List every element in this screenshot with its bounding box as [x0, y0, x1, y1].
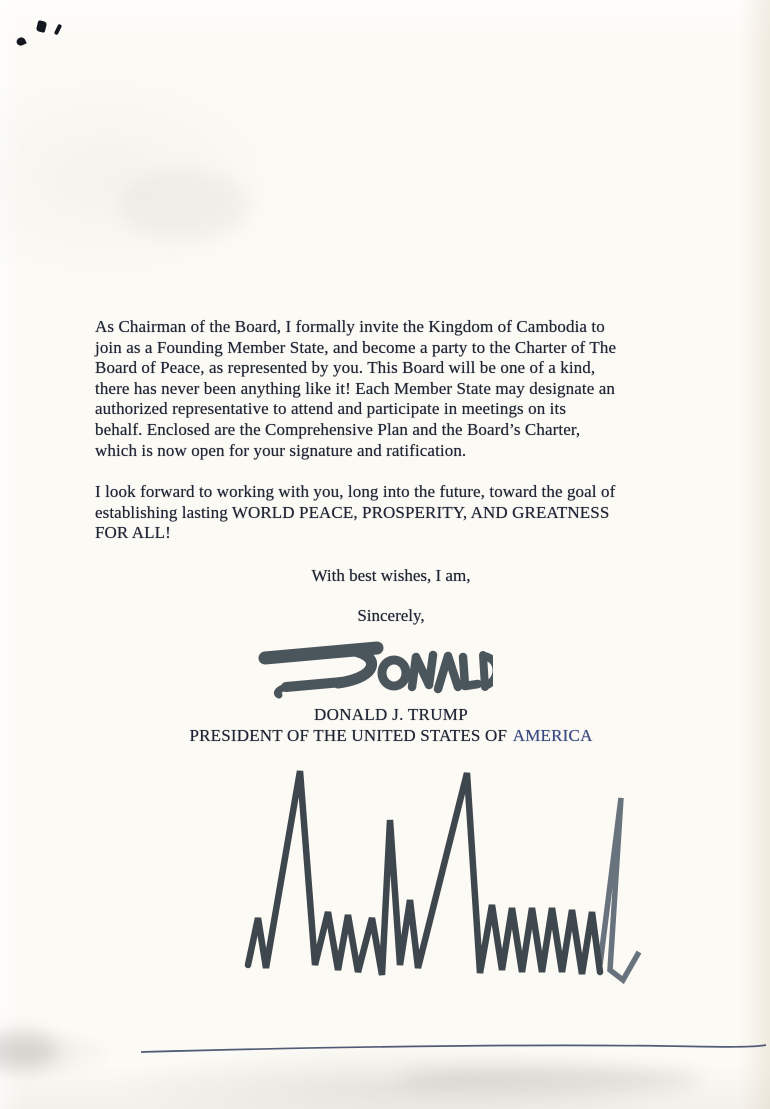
scan-smudge: [400, 1066, 700, 1092]
paragraph-invitation: [95, 317, 687, 461]
scan-smudge: [120, 170, 250, 240]
ink-smudge-mark: [54, 24, 62, 36]
typed-name: DONALD J. TRUMP: [314, 704, 468, 724]
typed-title-prefix: PRESIDENT OF THE UNITED STATES OF: [189, 725, 508, 745]
paragraph-line: As Chairman of the Board, I formally invite the Kingdom of Cambodia to: [95, 317, 605, 336]
paragraph-line: I look forward to working with you, long into the future, toward the goal of: [95, 482, 616, 502]
script-signature: [240, 760, 652, 988]
paragraph-line: establishing lasting WORLD PEACE, PROSPERITY, AND GREATNESS: [95, 502, 610, 522]
paragraph-line: there has never been anything like it! Each Member State may designate an: [95, 378, 615, 398]
letter-body: [95, 317, 687, 746]
paragraph-line: which is now open for your signature and ratification.: [95, 440, 467, 460]
closing-sincerely: Sincerely,: [357, 605, 425, 625]
marker-signature-donald: [258, 637, 493, 701]
paragraph-line: Board of Peace, as represented by you. This Board will be one of a kind,: [95, 358, 596, 378]
paragraph-line: authorized representative to attend and participate in meetings on its: [95, 399, 567, 419]
paragraph-outlook: [95, 482, 687, 544]
typed-title-america: AMERICA: [512, 725, 593, 745]
scan-edge-artifact: [7, 0, 765, 5]
paragraph-line: FOR ALL!: [95, 523, 171, 543]
typed-title: [95, 726, 687, 746]
paragraph-line: join as a Founding Member State, and become a party to the Charter of The: [95, 337, 617, 357]
ink-smudge-mark: [15, 36, 27, 47]
closing-best-wishes: With best wishes, I am,: [311, 565, 471, 585]
ink-smudge-mark: [36, 20, 47, 33]
paragraph-line: behalf. Enclosed are the Comprehensive Plan and the Board’s Charter,: [95, 419, 581, 439]
handwritten-bottom-line: [0, 1038, 770, 1060]
